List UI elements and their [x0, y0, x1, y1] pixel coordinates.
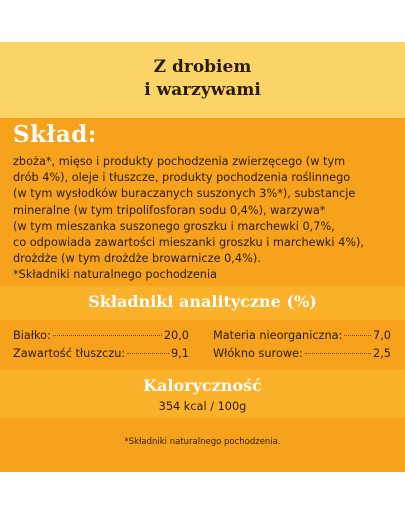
row-value: 9,1 [171, 347, 189, 360]
analytical-row-ash [213, 329, 391, 345]
analytical-row-protein [13, 329, 189, 345]
row-value: 7,0 [373, 329, 391, 342]
row-label: Zawartość tłuszczu: [13, 347, 126, 360]
ingredients-line: (w tym mieszanka suszonego groszku i marchewki 0,7%, [13, 219, 335, 233]
row-leader [127, 353, 169, 354]
row-value: 20,0 [163, 329, 189, 342]
row-label: Materia nieorganiczna: [213, 329, 343, 342]
analytical-heading: Składniki analityczne (%) [88, 292, 317, 311]
flavor-title [0, 56, 405, 102]
flavor-title-line-2: i warzywami [144, 80, 261, 100]
composition-heading: Skład: [13, 121, 97, 148]
row-leader [344, 335, 371, 336]
row-leader [53, 335, 162, 336]
calories-value: 354 kcal / 100g [158, 400, 247, 413]
flavor-title-line-1: Z drobiem [153, 57, 252, 77]
ingredients-text [13, 154, 403, 284]
calories-heading: Kaloryczność [143, 376, 262, 395]
ingredients-line: co odpowiada zawartości mieszanki groszku i marchewki 4%), [13, 236, 364, 250]
ingredients-line: mineralne (w tym tripolifosforan sodu 0,4%), warzywa* [13, 203, 326, 217]
ingredients-line: zboża*, mięso i produkty pochodzenia zwierzęcego (w tym [13, 155, 346, 168]
ingredients-line: (w tym wysłodków buraczanych suszonych 3%*), substancje [13, 187, 356, 201]
row-value: 2,5 [373, 347, 391, 360]
ingredients-line: drób 4%), oleje i tłuszcze, produkty pochodzenia roślinnego [13, 171, 351, 185]
ingredients-line: drożdże (w tym drożdże browarnicze 0,4%). [13, 252, 261, 266]
ingredients-footnote: *Składniki naturalnego pochodzenia [13, 268, 218, 282]
analytical-row-fibre [213, 347, 391, 363]
analytical-row-fat [13, 347, 189, 363]
natural-ingredients-footnote: *Składniki naturalnego pochodzenia. [124, 437, 281, 447]
row-leader [305, 353, 371, 354]
row-label: Białko: [13, 329, 51, 342]
row-label: Włókno surowe: [213, 347, 303, 360]
